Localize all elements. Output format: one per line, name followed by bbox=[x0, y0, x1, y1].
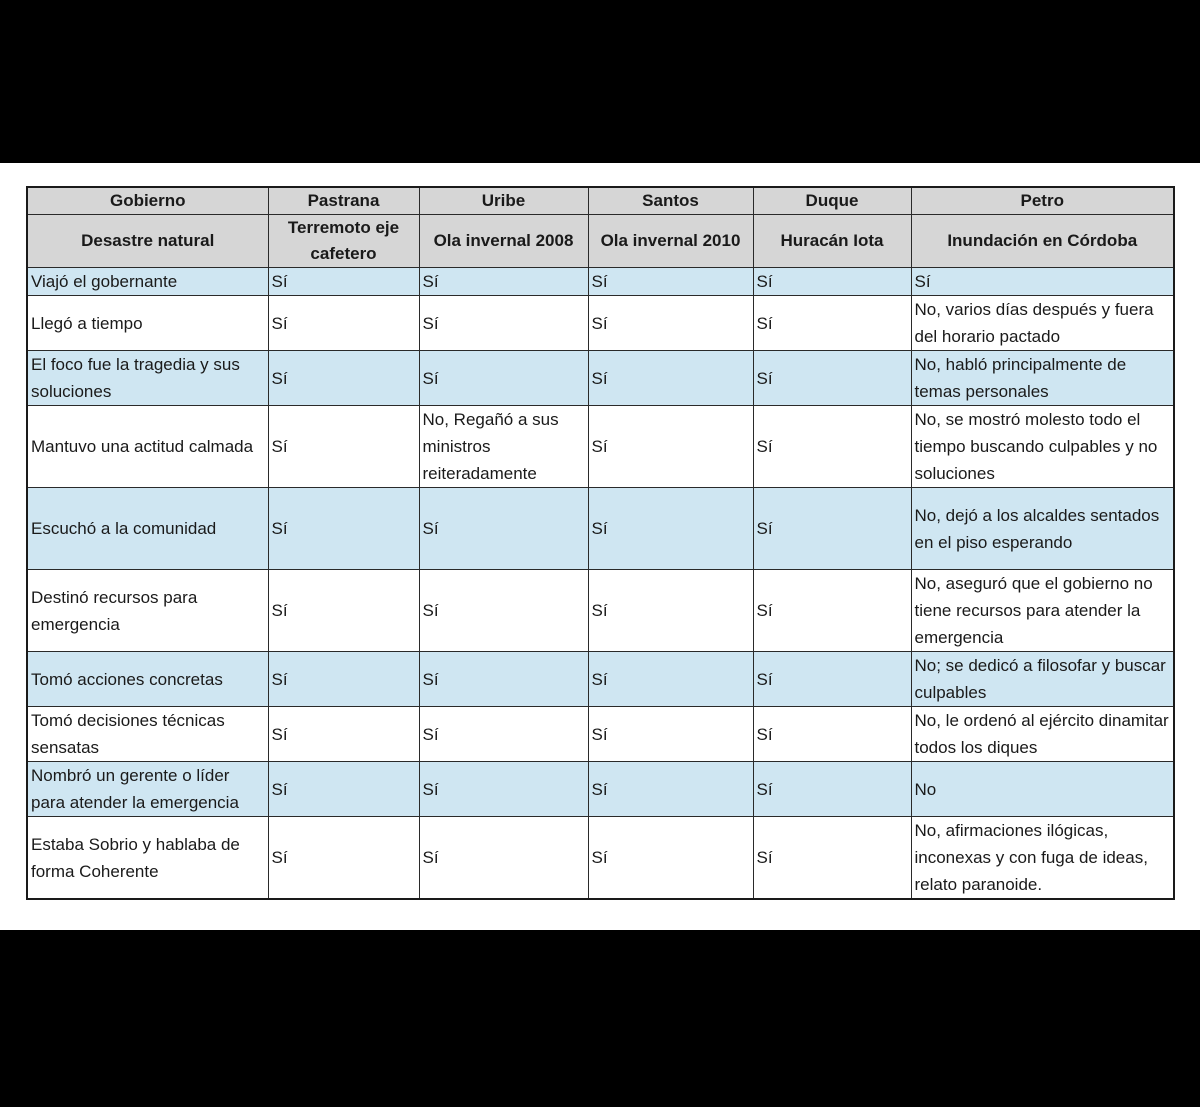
table-cell: Sí bbox=[419, 762, 588, 817]
table-sheet bbox=[0, 163, 1200, 930]
table-cell: Sí bbox=[419, 351, 588, 406]
table-cell: Sí bbox=[419, 570, 588, 652]
row-label: Nombró un gerente o líder para atender la emergencia bbox=[27, 762, 268, 817]
table-cell: Sí bbox=[588, 570, 753, 652]
table-cell: Sí bbox=[588, 406, 753, 488]
table-row bbox=[27, 351, 1174, 406]
header-row-disaster bbox=[27, 215, 1174, 268]
table-cell: Sí bbox=[419, 817, 588, 900]
table-cell: No, Regañó a sus ministros reiteradamente bbox=[419, 406, 588, 488]
table-cell: No; se dedicó a filosofar y buscar culpables bbox=[911, 652, 1174, 707]
header-cell: Pastrana bbox=[268, 187, 419, 215]
table-cell: Sí bbox=[268, 570, 419, 652]
header-cell: Petro bbox=[911, 187, 1174, 215]
table-cell: Sí bbox=[753, 707, 911, 762]
table-cell: Sí bbox=[268, 268, 419, 296]
header-cell: Duque bbox=[753, 187, 911, 215]
table-cell: Sí bbox=[753, 762, 911, 817]
table-cell: No, afirmaciones ilógicas, inconexas y con fuga de ideas, relato paranoide. bbox=[911, 817, 1174, 900]
header-cell: Huracán Iota bbox=[753, 215, 911, 268]
table-row bbox=[27, 570, 1174, 652]
table-cell: Sí bbox=[753, 268, 911, 296]
table-cell: Sí bbox=[753, 296, 911, 351]
table-cell: Sí bbox=[268, 488, 419, 570]
comparison-table bbox=[26, 186, 1175, 900]
header-row-government bbox=[27, 187, 1174, 215]
table-cell: Sí bbox=[419, 652, 588, 707]
row-label: Mantuvo una actitud calmada bbox=[27, 406, 268, 488]
table-cell: Sí bbox=[753, 351, 911, 406]
table-cell: No, aseguró que el gobierno no tiene recursos para atender la emergencia bbox=[911, 570, 1174, 652]
table-cell: Sí bbox=[753, 570, 911, 652]
table-cell: Sí bbox=[419, 268, 588, 296]
row-label: Llegó a tiempo bbox=[27, 296, 268, 351]
table-row bbox=[27, 762, 1174, 817]
table-cell: Sí bbox=[588, 707, 753, 762]
table-row bbox=[27, 652, 1174, 707]
table-cell: Sí bbox=[419, 707, 588, 762]
table-cell: No bbox=[911, 762, 1174, 817]
table-row bbox=[27, 707, 1174, 762]
table-row bbox=[27, 488, 1174, 570]
table-cell: Sí bbox=[588, 817, 753, 900]
table-cell: Sí bbox=[588, 652, 753, 707]
table-cell: Sí bbox=[588, 351, 753, 406]
table-cell: Sí bbox=[588, 488, 753, 570]
table-cell: Sí bbox=[268, 707, 419, 762]
table-cell: No, habló principalmente de temas personales bbox=[911, 351, 1174, 406]
table-cell: Sí bbox=[753, 406, 911, 488]
table-cell: Sí bbox=[268, 296, 419, 351]
row-label: Tomó acciones concretas bbox=[27, 652, 268, 707]
header-cell: Ola invernal 2008 bbox=[419, 215, 588, 268]
row-label: Destinó recursos para emergencia bbox=[27, 570, 268, 652]
header-cell: Desastre natural bbox=[27, 215, 268, 268]
table-cell: Sí bbox=[268, 817, 419, 900]
header-cell: Santos bbox=[588, 187, 753, 215]
table-row bbox=[27, 268, 1174, 296]
header-cell: Terremoto eje cafetero bbox=[268, 215, 419, 268]
table-cell: Sí bbox=[588, 268, 753, 296]
table-cell: Sí bbox=[588, 762, 753, 817]
header-cell: Uribe bbox=[419, 187, 588, 215]
header-cell: Gobierno bbox=[27, 187, 268, 215]
header-cell: Ola invernal 2010 bbox=[588, 215, 753, 268]
row-label: Estaba Sobrio y hablaba de forma Coherente bbox=[27, 817, 268, 900]
table-cell: No, le ordenó al ejército dinamitar todos los diques bbox=[911, 707, 1174, 762]
table-cell: Sí bbox=[753, 488, 911, 570]
table-cell: Sí bbox=[268, 652, 419, 707]
table-cell: Sí bbox=[268, 762, 419, 817]
table-cell: Sí bbox=[268, 351, 419, 406]
table-cell: Sí bbox=[911, 268, 1174, 296]
table-cell: Sí bbox=[419, 488, 588, 570]
table-row bbox=[27, 817, 1174, 900]
row-label: Tomó decisiones técnicas sensatas bbox=[27, 707, 268, 762]
table-cell: No, dejó a los alcaldes sentados en el piso esperando bbox=[911, 488, 1174, 570]
row-label: El foco fue la tragedia y sus soluciones bbox=[27, 351, 268, 406]
header-cell: Inundación en Córdoba bbox=[911, 215, 1174, 268]
table-cell: Sí bbox=[588, 296, 753, 351]
row-label: Escuchó a la comunidad bbox=[27, 488, 268, 570]
table-cell: No, varios días después y fuera del horario pactado bbox=[911, 296, 1174, 351]
table-row bbox=[27, 296, 1174, 351]
table-cell: No, se mostró molesto todo el tiempo buscando culpables y no soluciones bbox=[911, 406, 1174, 488]
table-cell: Sí bbox=[753, 817, 911, 900]
table-cell: Sí bbox=[753, 652, 911, 707]
table-cell: Sí bbox=[268, 406, 419, 488]
table-row bbox=[27, 406, 1174, 488]
table-cell: Sí bbox=[419, 296, 588, 351]
row-label: Viajó el gobernante bbox=[27, 268, 268, 296]
